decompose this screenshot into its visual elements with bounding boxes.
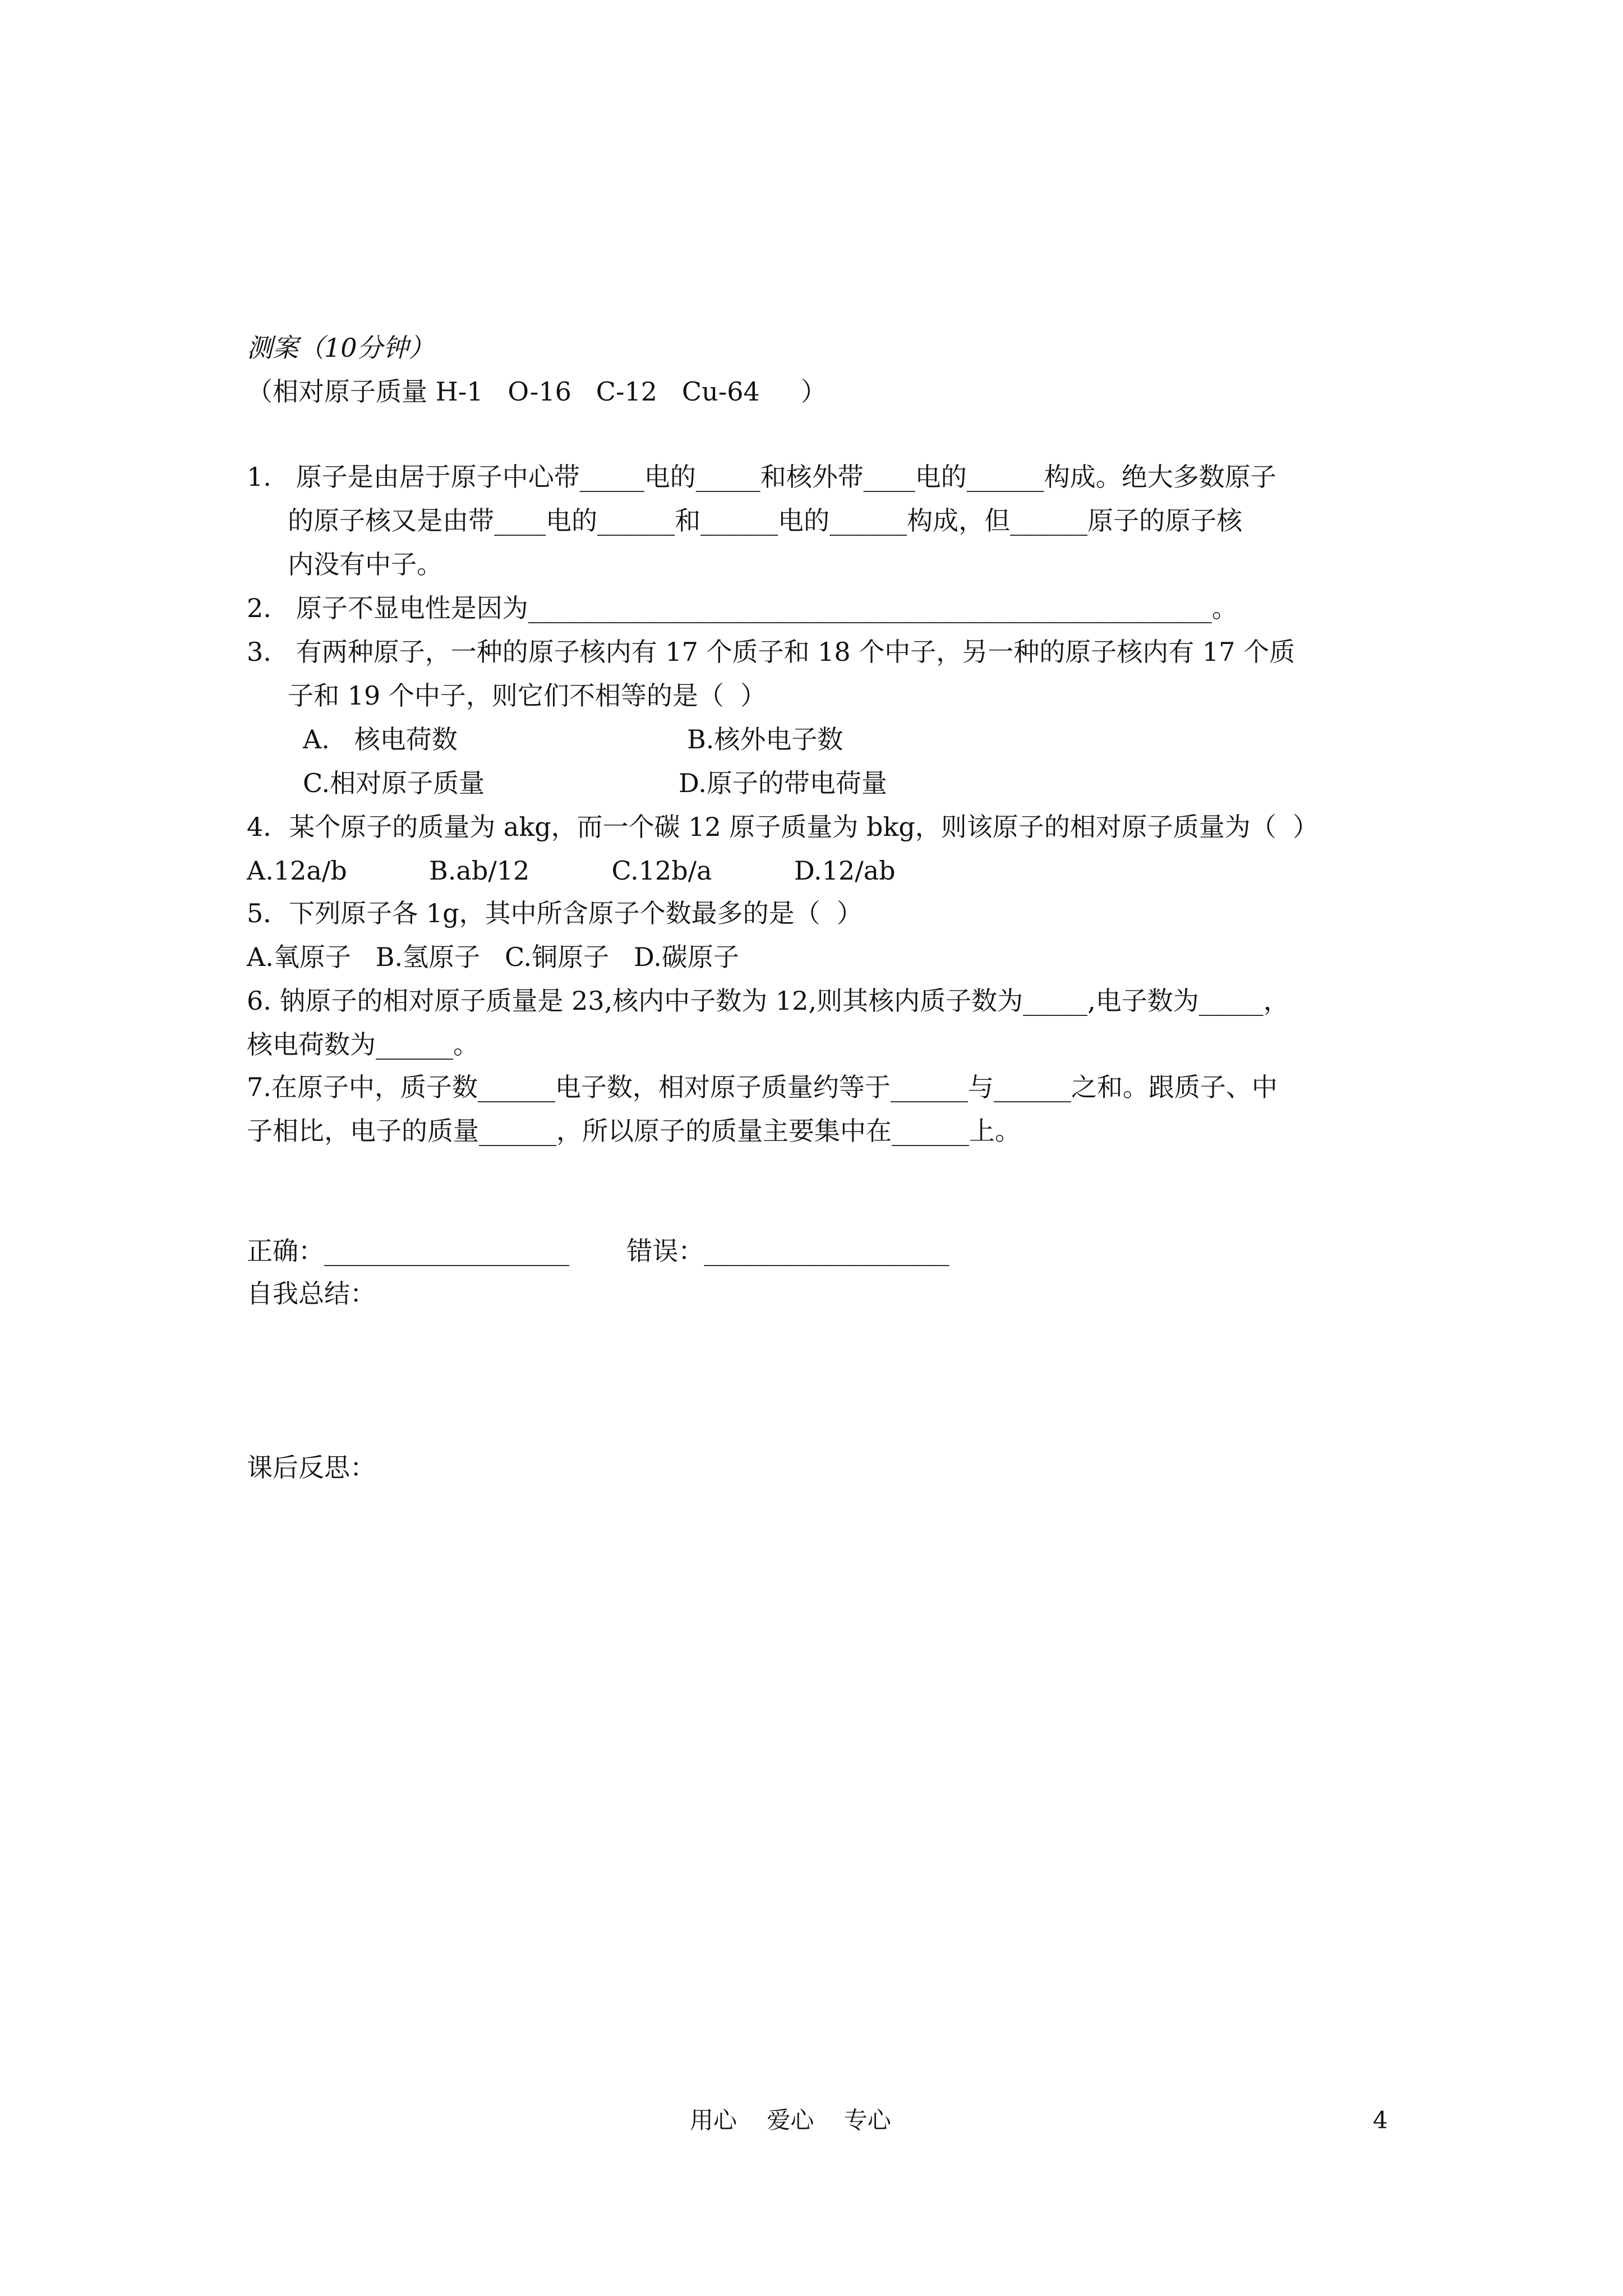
question-1-line-1: 1. 原子是由居于原子中心带_____电的_____和核外带____电的______构成。绝大多数原子 bbox=[247, 462, 1276, 492]
page-footer bbox=[0, 2104, 1623, 2143]
question-3-option-c: C.相对原子质量 bbox=[303, 768, 485, 798]
question-3-option-a: A. 核电荷数 bbox=[303, 724, 458, 754]
question-4-line-1: 4．某个原子的质量为 akg，而一个碳 12 原子质量为 bkg，则该原子的相对原子质量为（ ） bbox=[247, 812, 1319, 842]
question-3-option-b: B.核外电子数 bbox=[687, 724, 843, 754]
question-4-options: A.12a/b B.ab/12 C.12b/a D.12/ab bbox=[247, 855, 896, 886]
question-5-line-1: 5．下列原子各 1g，其中所含原子个数最多的是（ ） bbox=[247, 898, 863, 928]
reflection-label: 课后反思： bbox=[247, 1452, 376, 1483]
question-3-option-d: D.原子的带电荷量 bbox=[679, 768, 887, 798]
page-number: 4 bbox=[1373, 2106, 1388, 2134]
correct-wrong-tally: 正确：___________________ 错误：___________________ bbox=[247, 1236, 949, 1266]
footer-motto: 用心 爱心 专心 bbox=[690, 2106, 891, 2134]
question-7-line-1: 7.在原子中，质子数______电子数，相对原子质量约等于______与______之和。跟质子、中 bbox=[247, 1072, 1278, 1102]
question-1-line-2: 的原子核又是由带____电的______和______电的______构成，但______原子的原子核 bbox=[247, 505, 1243, 536]
question-6-line-1: 6. 钠原子的相对原子质量是 23,核内中子数为 12,则其核内质子数为_____,电子数为_____， bbox=[247, 986, 1289, 1016]
question-1-line-3: 内没有中子。 bbox=[247, 549, 443, 579]
self-summary-label: 自我总结： bbox=[247, 1278, 376, 1309]
relative-atomic-mass-note: （相对原子质量 H-1 O-16 C-12 Cu-64 ） bbox=[247, 376, 827, 407]
question-5-options: A.氧原子 B.氢原子 C.铜原子 D.碳原子 bbox=[247, 942, 739, 972]
question-3-line-1: 3. 有两种原子，一种的原子核内有 17 个质子和 18 个中子，另一种的原子核内有 17 个质 bbox=[247, 637, 1295, 667]
question-2-line-1: 2. 原子不显电性是因为_____________________________________________________。 bbox=[247, 593, 1238, 623]
question-3-line-2: 子和 19 个中子，则它们不相等的是（ ） bbox=[247, 680, 767, 711]
question-7-line-2: 子相比，电子的质量______，所以原子的质量主要集中在______上。 bbox=[247, 1116, 1021, 1146]
section-title: 测案（10分钟） bbox=[247, 333, 435, 363]
question-6-line-2: 核电荷数为______。 bbox=[247, 1029, 479, 1060]
